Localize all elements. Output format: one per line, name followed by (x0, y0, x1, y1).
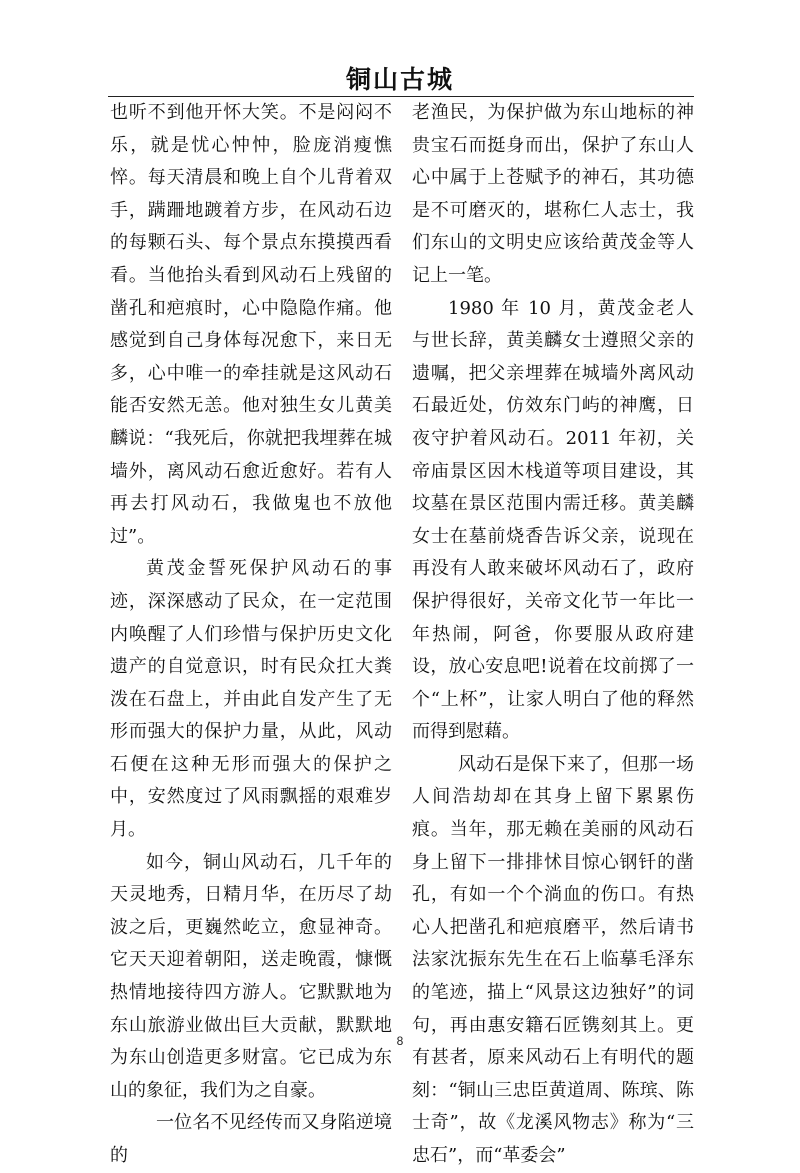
paragraph: 1980 年 10 月，黄茂金老人与世长辞，黄美麟女士遵照父亲的遗嘱，把父亲埋葬在城墙外离风动石最近处，仿效东门屿的神鹰，日夜守护着风动石。2011 年初，关帝庙景区因木栈道等项目建设，其坟墓在景区范围内需迁移。黄美麟女士在墓前烧香告诉父亲，说现在再没有人敢来破坏风动石了，政府保护得很好，关帝文化节一年比一年热闹，阿爸，你要服从政府建设，放心安息吧!说着在坟前掷了一个“上杯”，让家人明白了他的释然而得到慰藉。 (412, 297, 694, 743)
paragraph: 黄茂金誓死保护风动石的事迹，深深感动了民众，在一定范围内唤醒了人们珍惜与保护历史文化遗产的自觉意识，时有民众扛大粪泼在石盘上，并由此自发产生了无形而强大的保护力量，从此，风动石便在这种无形而强大的保护之中，安然度过了风雨飘摇的艰难岁月。 (110, 558, 392, 841)
page-number: 8 (396, 1034, 404, 1048)
left-text-column (110, 97, 392, 1173)
page-title: 铜山古城 (345, 65, 454, 94)
paragraph: 老渔民，为保护做为东山地标的神贵宝石而挺身而出，保护了东山人心中属于上苍赋予的神石，其功德是不可磨灭的，堪称仁人志士，我们东山的文明史应该给黄茂金等人记上一笔。 (412, 102, 694, 286)
paragraph: 也听不到他开怀大笑。不是闷闷不乐，就是忧心忡忡，脸庞消瘦憔悴。每天清晨和晚上自个儿背着双手，蹒跚地踱着方步，在风动石边的每颗石头、每个景点东摸摸西看看。当他抬头看到风动石上残留的凿孔和疤痕时，心中隐隐作痛。他感觉到自己身体每况愈下，来日无多，心中唯一的牵挂就是这风动石能否安然无恙。他对独生女儿黄美麟说：“我死后，你就把我埋葬在城墙外，离风动石愈近愈好。若有人再去打风动石，我做鬼也不放他过”。 (110, 102, 392, 547)
paragraph: 风动石是保下来了，但那一场人间浩劫却在其身上留下累累伤痕。当年，那无赖在美丽的风动石身上留下一排排怵目惊心钢钎的凿孔，有如一个个淌血的伤口。有热心人把凿孔和疤痕磨平，然后请书法家沈振东先生在石上临摹毛泽东的笔迹，描上“风景这边独好”的词句，再由惠安籍石匠镌刻其上。更有甚者，原来风动石上有明代的题刻：“铜山三忠臣黄道周、陈瑸、陈士奇”，故《龙溪风物志》称为“三忠石”，而“革委会” (412, 753, 694, 1166)
right-text-column (412, 97, 694, 1173)
paragraph: 一位名不见经传而又身陷逆境的 (110, 1112, 392, 1166)
paragraph: 如今，铜山风动石，几千年的天灵地秀，日精月华，在历尽了劫波之后，更巍然屹立，愈显神奇。它天天迎着朝阳，送走晚霞，慷慨热情地接待四方游人。它默默地为东山旅游业做出巨大贡献，默默地为东山创造更多财富。它已成为东山的象征，我们为之自豪。 (110, 851, 392, 1101)
